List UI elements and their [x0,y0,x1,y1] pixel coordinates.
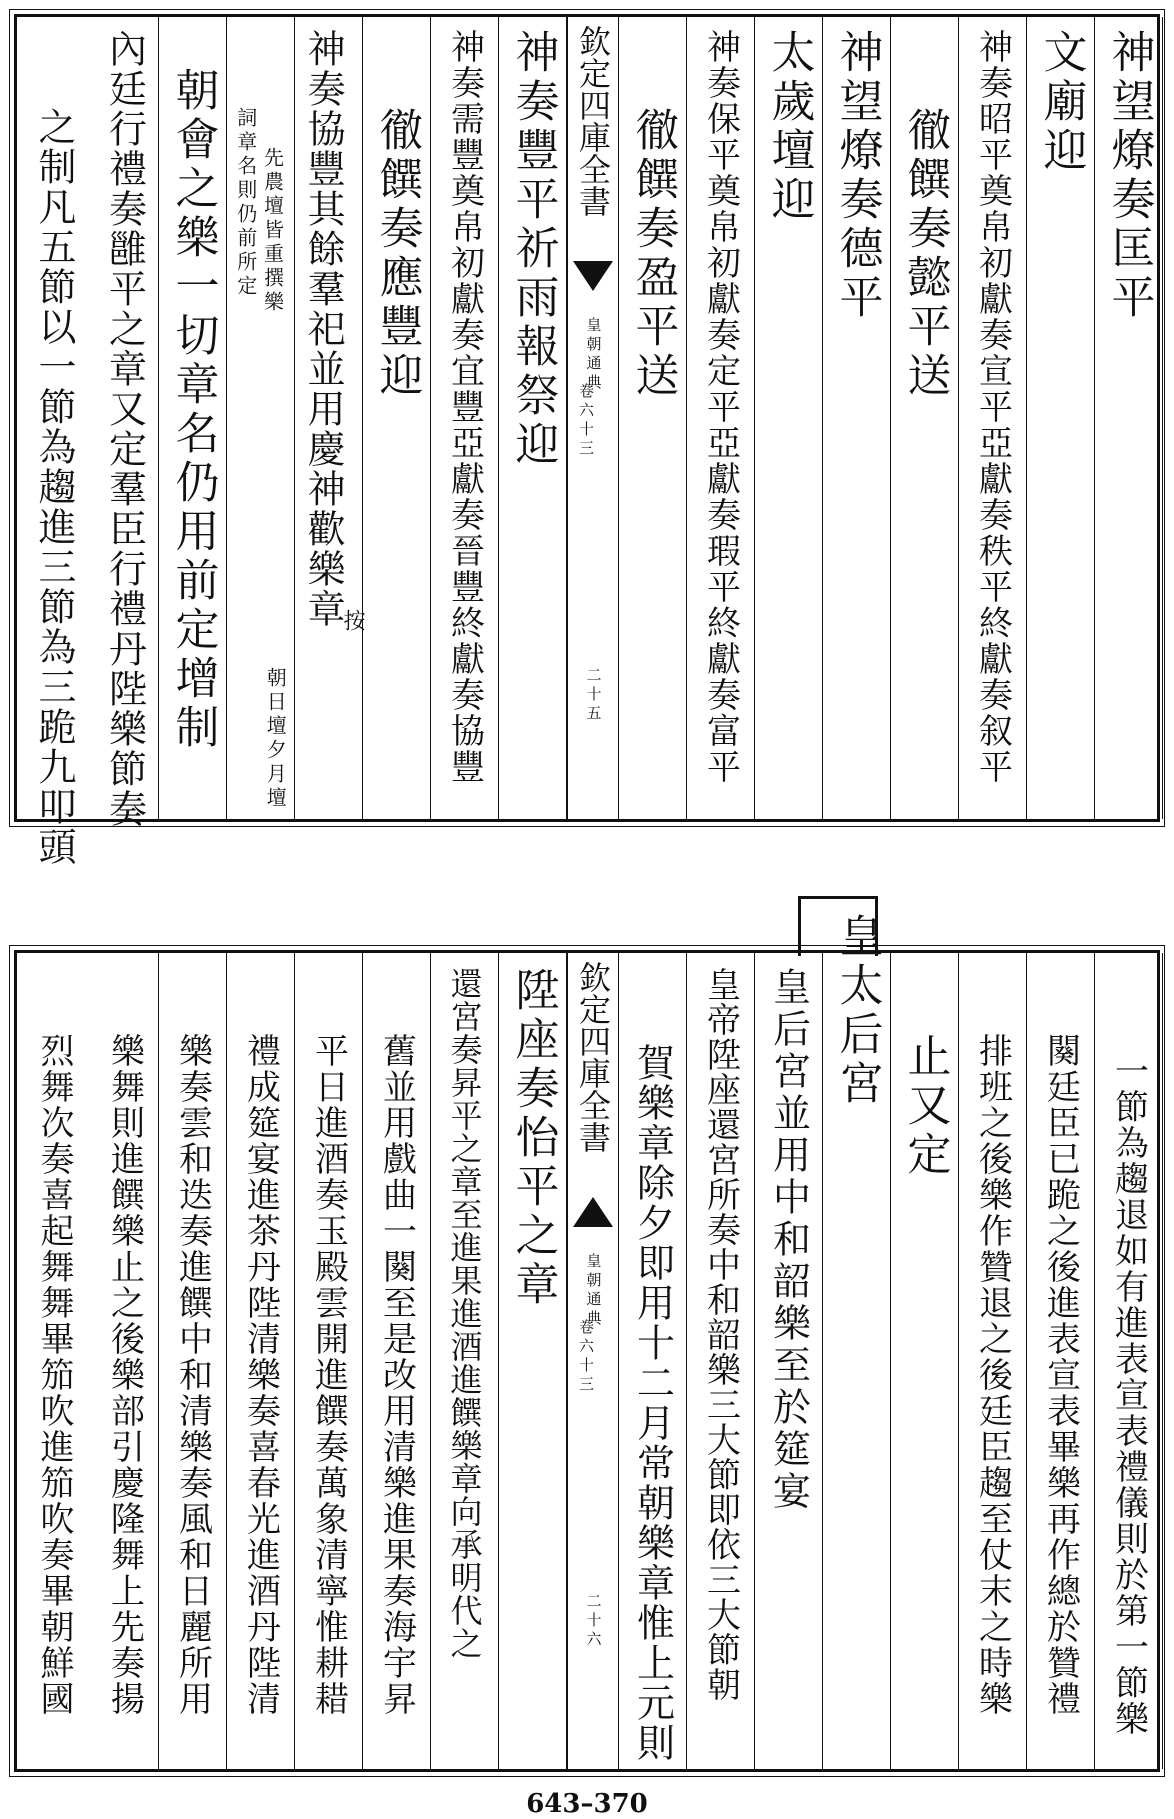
bottom-col-16-text: 烈舞次奏喜起舞舞畢笳吹進笳吹奏畢朝鮮國 [34,1033,74,1717]
top-col-10-text: 神奏需豐奠帛初獻奏宜豐亞獻奏晉豐終獻奏協豐 [444,29,485,785]
bottom-col-15 [91,953,159,1769]
bottom-book-title: 欽定四庫全書 [574,961,612,1153]
bottom-col-12-text: 平日進酒奏玉殿雲開進饌奏萬象清寧惟耕耤 [308,1033,349,1717]
top-col-12-text: 神奏協豐其餘羣祀並用慶神歡樂章 [301,29,346,629]
bottom-col-12 [295,953,363,1769]
bottom-col-13 [227,953,295,1769]
bottom-col-5 [823,913,891,1769]
bottom-col-3 [959,953,1027,1769]
top-col-7-text: 神奏保平奠帛初獻奏定平亞獻奏瑕平終獻奏富平 [700,29,741,785]
bottom-col-13-text: 禮成筵宴進茶丹陛清樂奏喜春光進酒丹陛清 [240,1033,281,1717]
top-col-9-text: 神奏豐平祈雨報祭迎 [507,29,559,470]
bottom-fish-tail-mark [573,1197,613,1227]
top-col-2-text: 文廟迎 [1035,29,1087,176]
top-col-11-text: 徹饌奏應豐迎 [371,107,423,401]
top-col-13 [159,17,227,819]
top-col-15-text: 之制凡五節以一節為趨進三節為三跪九叩頭 [32,107,76,867]
top-col-6 [755,17,823,819]
bottom-col-8 [619,953,687,1769]
bottom-col-1-text: 一節為趨退如有進表宣表禮儀則於第一節樂 [1108,1053,1149,1737]
top-book-title: 欽定四庫全書 [574,25,612,217]
bottom-col-10-text: 還宮奏昇平之章至進果進酒進饌樂章向承明代之 [445,967,484,1660]
bottom-tab-label: 皇太后宮 [831,913,883,1109]
bottom-col-8-text: 賀樂章除夕即用十二月常朝樂章惟上元則 [630,1043,675,1763]
top-col-2 [1027,17,1095,819]
bottom-source-title: 皇朝通典 [584,1253,603,1329]
bottom-col-14 [159,953,227,1769]
top-col-8-text: 徹饌奏盈平送 [627,107,679,401]
bottom-col-6-text: 皇后宮並用中和韶樂至於筵宴 [766,967,811,1513]
bottom-col-1 [1095,953,1163,1769]
bottom-col-2-text: 闋廷臣已跪之後進表宣表畢樂再作總於贊禮 [1040,1033,1081,1717]
top-col-5-text: 神望燎奏德平 [831,29,883,323]
bottom-col-2 [1027,953,1095,1769]
bottom-volume: 卷六十三 [577,1319,595,1395]
bottom-col-15-text: 樂舞則進饌樂止之後樂部引慶隆舞上先奏揚 [104,1033,145,1717]
top-col-14-text: 內廷行禮奏雝平之章又定羣臣行禮丹陛樂節奏 [102,29,147,829]
top-volume: 卷六十三 [577,383,595,459]
top-col-5 [823,17,891,819]
top-col-4 [891,17,959,819]
top-note-c: 詞章名則仍前所定 [233,107,258,299]
top-note-a: 朝日壇夕月壇 [263,667,288,811]
bottom-center-spine [567,953,619,1769]
page-number: 643–370 [526,1789,648,1819]
bottom-folio: 二十六 [584,1593,603,1650]
top-col-8 [619,17,687,819]
bottom-col-14-text: 樂奏雲和迭奏進饌中和清樂奏風和日麗所用 [172,1033,213,1717]
top-col-4-text: 徹饌奏懿平送 [899,107,951,401]
top-note-an: 按 [339,609,365,635]
top-center-spine [567,17,619,819]
top-note-col [227,17,295,819]
top-col-9 [499,17,567,819]
top-fish-tail-mark [573,261,613,291]
bottom-col-11-text: 舊並用戲曲一闋至是改用清樂進果奏海宇昇 [376,1033,417,1717]
bottom-col-6 [755,953,823,1769]
top-col-11 [363,17,431,819]
top-col-10 [431,17,499,819]
top-col-6-text: 太歲壇迎 [763,29,815,225]
top-source-title: 皇朝通典 [584,317,603,393]
bottom-col-3-text: 排班之後樂作贊退之後廷臣趨至仗末之時樂 [972,1033,1013,1717]
bottom-col-16 [17,953,91,1769]
top-page-frame [14,14,1160,867]
bottom-col-10 [431,953,499,1769]
top-col-12 [295,17,363,819]
bottom-col-7 [687,953,755,1769]
bottom-col-4-text: 止又定 [899,1033,951,1180]
top-col-14 [91,17,159,829]
top-note-b: 先農壇皆重撰樂 [260,147,285,315]
top-col-3-text: 神奏昭平奠帛初獻奏宣平亞獻奏秩平終獻奏叙平 [972,29,1013,785]
top-col-15 [17,17,91,867]
bottom-col-9 [499,953,567,1769]
bottom-page-frame [14,913,1160,1772]
top-col-13-text: 朝會之樂一切章名仍用前定增制 [167,67,219,753]
top-col-3 [959,17,1027,819]
bottom-col-11 [363,953,431,1769]
top-col-1-text: 神望燎奏匡平 [1103,29,1155,323]
bottom-col-9-text: 陞座奏怡平之章 [507,967,559,1310]
bottom-col-7-text: 皇帝陞座還宮所奏中和韶樂三大節即依三大節朝 [700,967,741,1702]
top-folio: 二十五 [584,667,603,724]
top-col-1 [1095,17,1163,819]
top-col-7 [687,17,755,819]
bottom-col-4 [891,953,959,1769]
